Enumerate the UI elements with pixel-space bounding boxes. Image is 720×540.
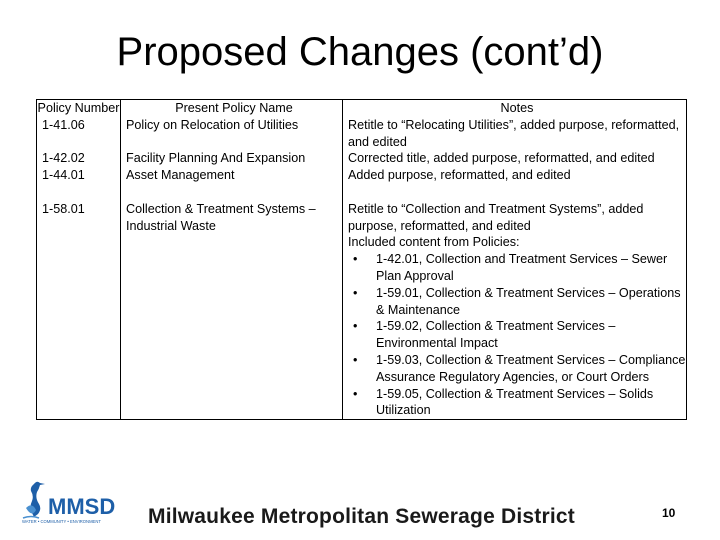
header-policy-name: Present Policy Name [121,100,343,117]
included-policies-list [348,251,686,419]
district-name: Milwaukee Metropolitan Sewerage District [148,505,575,528]
header-policy-number: Policy Number [37,101,120,115]
policy-notes [343,201,687,420]
list-item: • 1-42.01, Collection and Treatment Services – Sewer Plan Approval [348,251,686,285]
heron-icon [20,478,120,524]
slide-title: Proposed Changes (cont’d) [116,30,604,74]
list-item: • 1-59.05, Collection & Treatment Services – Solids Utilization [348,386,686,420]
table-row [37,201,687,420]
policy-name: Collection & Treatment Systems – Industrial Waste [121,201,343,420]
page-number: 10 [662,506,676,520]
list-item: • 1-59.03, Collection & Treatment Services – Compliance Assurance Regulatory Agencies, or Court Orders [348,352,686,386]
policy-name: Asset Management [121,167,343,201]
logo-tagline: WATER • COMMUNITY • ENVIRONMENT [22,519,101,524]
table-row [37,150,687,167]
mmsd-logo [20,478,120,524]
table-header-row [37,100,687,117]
list-item: • 1-59.01, Collection & Treatment Services – Operations & Maintenance [348,285,686,319]
logo-text: MMSD [48,494,116,519]
policy-notes: Corrected title, added purpose, reformatted, and edited [343,150,687,167]
policy-name: Policy on Relocation of Utilities [121,117,343,151]
header-notes: Notes [343,100,687,117]
policy-notes: Added purpose, reformatted, and edited [343,167,687,201]
list-item: • 1-59.02, Collection & Treatment Services – Environmental Impact [348,318,686,352]
policy-number: 1-41.06 [37,117,121,151]
policy-table [36,99,687,420]
table-row [37,167,687,201]
policy-number: 1-44.01 [37,167,121,201]
table-row [37,117,687,151]
notes-text: Retitle to “Collection and Treatment Systems”, added purpose, reformatted, and edited [348,201,644,233]
notes-intro: Included content from Policies: [348,235,520,250]
policy-notes: Retitle to “Relocating Utilities”, added purpose, reformatted, and edited [343,117,687,151]
policy-number: 1-58.01 [37,201,121,420]
policy-name: Facility Planning And Expansion [121,150,343,167]
policy-number: 1-42.02 [37,150,121,167]
